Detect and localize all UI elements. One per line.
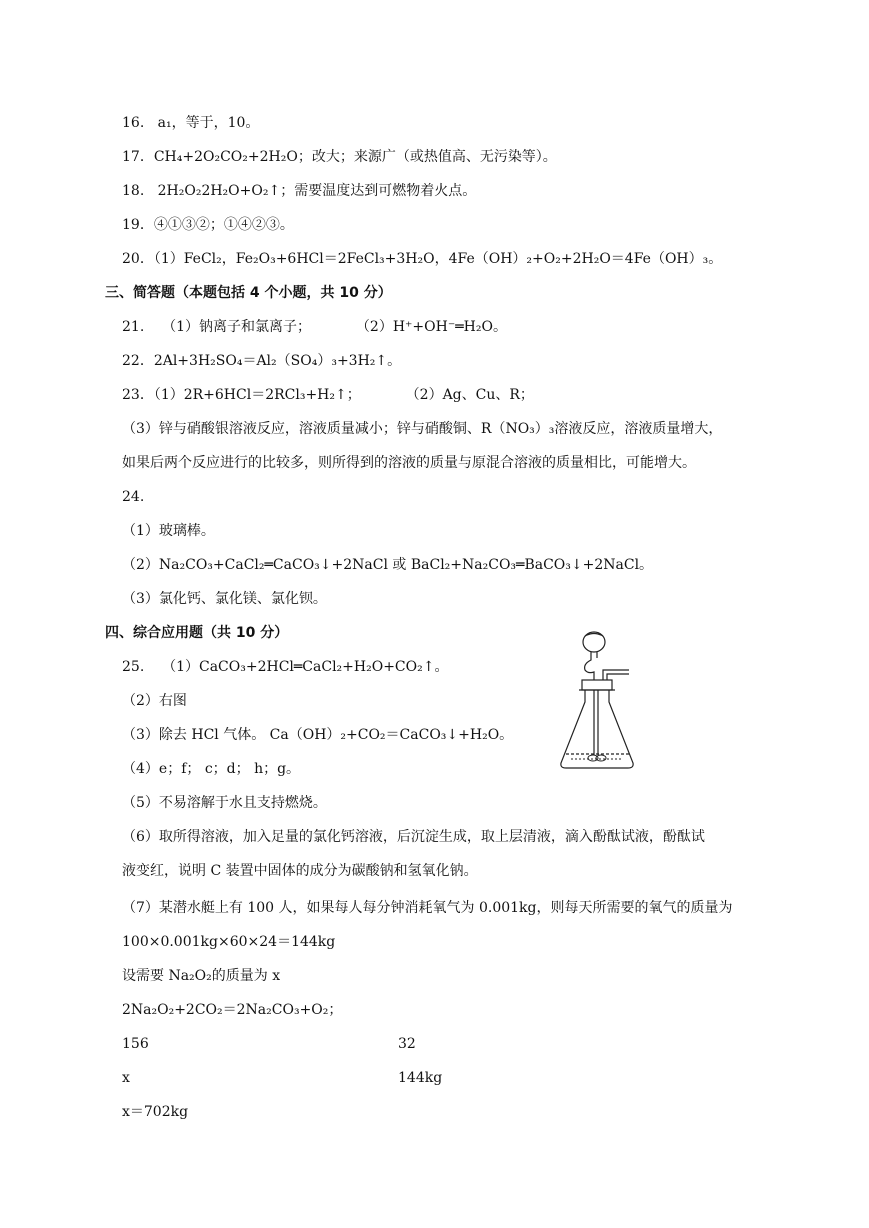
q25-part7-line2: 100×0.001kg×60×24＝144kg <box>122 934 336 950</box>
q17-line: 17．CH₄+2O₂CO₂+2H₂O；改大；来源广（或热值高、无污染等）。 <box>122 149 557 165</box>
q24-part2: （2）Na₂CO₃+CaCl₂═CaCO₃↓+2NaCl 或 BaCl₂+Na₂CO₃═BaCO₃↓+2NaCl。 <box>122 557 654 573</box>
section3-title: 三、简答题（本题包括 4 个小题，共 10 分） <box>105 285 392 301</box>
q16-number: 16. <box>122 115 145 131</box>
q21-part2: （2）H⁺+OH⁻═H₂O。 <box>355 319 507 335</box>
q25-part3: （3）除去 HCl 气体。 Ca（OH）₂+CO₂＝CaCO₃↓+H₂O。 <box>122 727 514 743</box>
q25-part7-line1: （7）某潜水艇上有 100 人，如果每人每分钟消耗氧气为 0.001kg，则每天所需要的氧气的质量为 <box>122 900 733 916</box>
q21-line <box>122 317 507 337</box>
q23-part3-line1: （3）锌与硝酸银溶液反应，溶液质量减小；锌与硝酸铜、R（NO₃）₃溶液反应，溶液质量增大， <box>122 421 723 437</box>
q25-part4: （4）e；f； c；d； h；g。 <box>122 761 301 777</box>
q23-line <box>122 385 534 405</box>
q23-part2: （2）Ag、Cu、R； <box>405 387 534 403</box>
q18-line <box>122 181 476 201</box>
q25-number: 25. <box>122 659 145 675</box>
q25-equation: 2Na₂O₂+2CO₂＝2Na₂CO₃+O₂； <box>122 1002 343 1018</box>
q18-number: 18. <box>122 183 145 199</box>
q21-number: 21. <box>122 319 145 335</box>
q24-number: 24. <box>122 489 145 505</box>
funnel-stem <box>585 652 594 680</box>
q25-part2: （2）右图 <box>122 693 187 709</box>
q23-part3-line2: 如果后两个反应进行的比较多，则所得到的溶液的质量与原混合溶液的质量相比，可能增大。 <box>122 455 696 471</box>
q24-part1: （1）玻璃棒。 <box>122 523 215 539</box>
q25-part7-line3: 设需要 Na₂O₂的质量为 x <box>122 968 281 984</box>
q19-line: 19．④①③②；①④②③。 <box>122 217 294 233</box>
q18-answer: 2H₂O₂2H₂O+O₂↑；需要温度达到可燃物着火点。 <box>157 183 477 199</box>
section4-title: 四、综合应用题（共 10 分） <box>105 625 289 641</box>
q25-oxygen-mass: 144kg <box>398 1070 443 1086</box>
q25-part6-line2: 液变红，说明 C 装置中固体的成分为碳酸钠和氢氧化钠。 <box>122 863 478 879</box>
q25-molar-mass-na2o2: 156 <box>122 1036 149 1052</box>
q25-line <box>122 657 448 677</box>
q21-part1: （1）钠离子和氯离子； <box>162 319 311 335</box>
q25-molar-mass-o2: 32 <box>398 1036 416 1052</box>
q20-line: 20．（1）FeCl₂，Fe₂O₃+6HCl＝2FeCl₃+3H₂O，4Fe（OH）₂+O₂+2H₂O＝4Fe（OH）₃。 <box>122 251 723 267</box>
q25-answer: x＝702kg <box>122 1104 189 1120</box>
q23-part1: 23．（1）2R+6HCl＝2RCl₃+H₂↑； <box>122 387 361 403</box>
flask-apparatus-figure <box>555 628 655 772</box>
q25-part1: （1）CaCO₃+2HCl═CaCl₂+H₂O+CO₂↑。 <box>162 659 449 675</box>
q22-line: 22．2Al+3H₂SO₄＝Al₂（SO₄）₃+3H₂↑。 <box>122 353 402 369</box>
q25-unknown-x: x <box>122 1070 130 1086</box>
q25-part5: （5）不易溶解于水且支持燃烧。 <box>122 795 327 811</box>
stopper <box>582 680 612 690</box>
q25-part6-line1: （6）取所得溶液，加入足量的氯化钙溶液，后沉淀生成，取上层清液，滴入酚酞试液，酚酞试 <box>122 829 705 845</box>
q16-line <box>122 113 259 133</box>
q16-answer: a₁，等于，10。 <box>157 115 260 131</box>
q24-part3: （3）氯化钙、氯化镁、氯化钡。 <box>122 591 327 607</box>
